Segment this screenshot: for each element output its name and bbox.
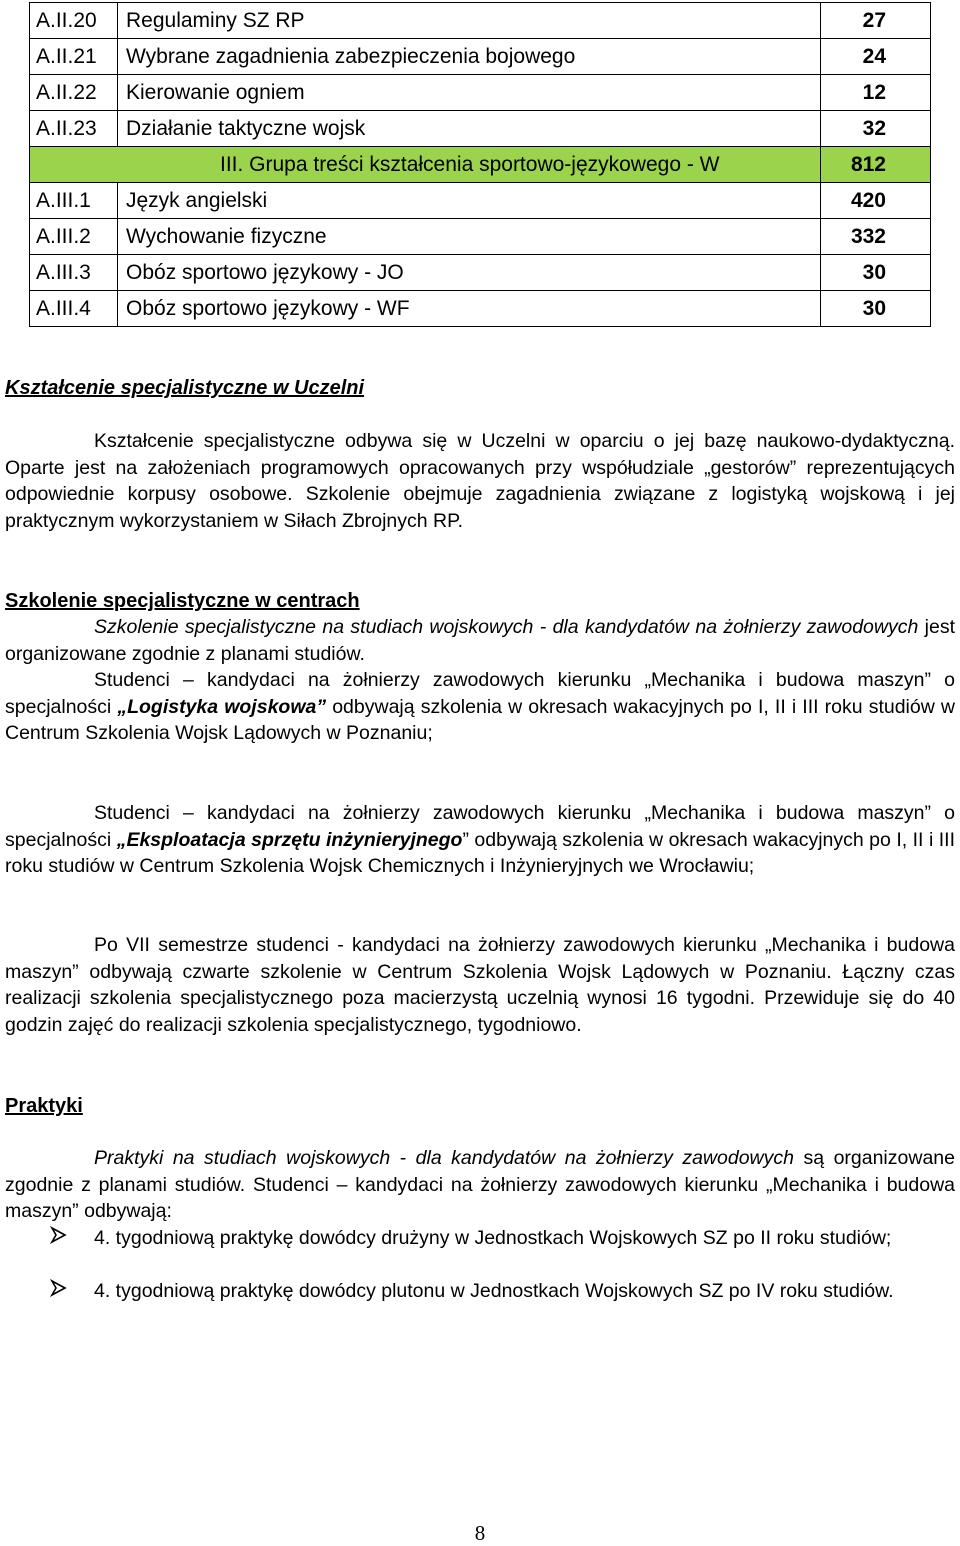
section-heading-specialist: Kształcenie specjalistyczne w Uczelni <box>5 377 365 399</box>
plain-text: jest organizowane zgodnie z planami studiów. <box>5 616 955 665</box>
table-group-row <box>30 147 931 183</box>
cell-name: Kierowanie ogniem <box>118 75 821 111</box>
italic-text: Praktyki na studiach wojskowych - dla kandydatów na żołnierzy zawodowych <box>94 1147 794 1169</box>
table-row <box>30 111 931 147</box>
cell-name: Wychowanie fizyczne <box>118 219 821 255</box>
cell-name: Regulaminy SZ RP <box>118 3 821 39</box>
cell-code: A.III.2 <box>30 219 118 255</box>
section-heading-centres: Szkolenie specjalistyczne w centrach <box>5 590 360 612</box>
cell-code: A.II.23 <box>30 111 118 147</box>
table-row <box>30 183 931 219</box>
plain-text: Studenci – kandydaci na żołnierzy zawodowych kierunku „Mechanika i budowa maszyn” o specjalności <box>5 669 955 718</box>
table-row <box>30 291 931 327</box>
table-row <box>30 75 931 111</box>
cell-code: A.III.1 <box>30 183 118 219</box>
specialty-name: „Logistyka wojskowa” <box>117 695 327 718</box>
plain-text: odbywają szkolenia w okresach wakacyjnych po I, II i III roku studiów w Centrum Szkolenia Wojsk Lądowych w Poznaniu; <box>5 695 956 744</box>
section-heading-practices: Praktyki <box>5 1095 83 1117</box>
cell-code: A.III.3 <box>30 255 118 291</box>
bullet-text: 4. tygodniową praktykę dowódcy drużyny w Jednostkach Wojskowych SZ po II roku studiów; <box>94 1227 892 1249</box>
table-row <box>30 255 931 291</box>
cell-name: Działanie taktyczne wojsk <box>118 111 821 147</box>
paragraph-logistics <box>5 667 955 747</box>
table-row <box>30 219 931 255</box>
cell-hours: 332 <box>821 219 931 255</box>
cell-hours: 812 <box>821 147 931 183</box>
cell-code: A.III.4 <box>30 291 118 327</box>
curriculum-table <box>29 2 931 327</box>
bullet-item <box>5 1278 955 1305</box>
cell-name: Obóz sportowo językowy - JO <box>118 255 821 291</box>
plain-text: są organizowane zgodnie z planami studiów. Studenci – kandydaci na żołnierzy zawodowych kierunku „Mechanika i budowa maszyn” odbywają: <box>5 1147 955 1222</box>
cell-hours: 12 <box>821 75 931 111</box>
cell-code: A.II.21 <box>30 39 118 75</box>
cell-code: A.II.20 <box>30 3 118 39</box>
paragraph-practices <box>5 1145 955 1225</box>
table-row <box>30 39 931 75</box>
bullet-text: 4. tygodniową praktykę dowódcy plutonu w Jednostkach Wojskowych SZ po IV roku studiów. <box>94 1280 894 1302</box>
cell-name: Obóz sportowo językowy - WF <box>118 291 821 327</box>
plain-text: Studenci – kandydaci na żołnierzy zawodowych kierunku „Mechanika i budowa maszyn” o specjalności <box>5 802 955 851</box>
cell-hours: 32 <box>821 111 931 147</box>
cell-name: Wybrane zagadnienia zabezpieczenia bojowego <box>118 39 821 75</box>
bullet-item <box>5 1225 955 1252</box>
paragraph-centres-intro <box>5 614 955 667</box>
cell-hours: 30 <box>821 291 931 327</box>
cell-hours: 24 <box>821 39 931 75</box>
cell-hours: 27 <box>821 3 931 39</box>
plain-text: ” odbywają szkolenia w okresach wakacyjnych po I, II i III roku studiów w Centrum Szkolenia Wojsk Chemicznych i Inżynieryjnych we Wrocławiu; <box>5 828 955 877</box>
arrow-bullet-icon <box>50 1225 70 1253</box>
cell-hours: 420 <box>821 183 931 219</box>
specialty-name: „Eksploatacja sprzętu inżynieryjnego <box>116 828 463 851</box>
cell-hours: 30 <box>821 255 931 291</box>
arrow-bullet-icon <box>50 1278 70 1306</box>
paragraph-engineering <box>5 800 955 880</box>
page-number: 8 <box>474 1521 486 1545</box>
cell-name: Język angielski <box>118 183 821 219</box>
table-row <box>30 3 931 39</box>
paragraph-fourth-training: Po VII semestrze studenci - kandydaci na żołnierzy zawodowych kierunku „Mechanika i budowa maszyn” odbywają czwarte szkolenie w Centrum Szkolenia Wojsk Lądowych w Poznaniu. Łączny czas realizacji szkolenia specjalistycznego poza macierzystą uczelnią wynosi 16 tygodni. Przewiduje się do 40 godzin zajęć do realizacji szkolenia specjalistycznego, tygodniowo. <box>5 934 955 1036</box>
cell-code: A.II.22 <box>30 75 118 111</box>
italic-text: Szkolenie specjalistyczne na studiach wojskowych - dla kandydatów na żołnierzy zawodowych <box>94 616 919 638</box>
cell-code <box>30 147 118 183</box>
paragraph-specialist: Kształcenie specjalistyczne odbywa się w Uczelni w oparciu o jej bazę naukowo-dydaktyczną. Oparte jest na założeniach programowych opracowanych przy współudziale „gestorów” reprezentujących odpowiednie korpusy osobowe. Szkolenie obejmuje zagadnienia związane z logistyką wojskową i jej praktycznym wykorzystaniem w Siłach Zbrojnych RP. <box>5 430 955 532</box>
cell-name: III. Grupa treści kształcenia sportowo-językowego - W <box>118 147 821 183</box>
